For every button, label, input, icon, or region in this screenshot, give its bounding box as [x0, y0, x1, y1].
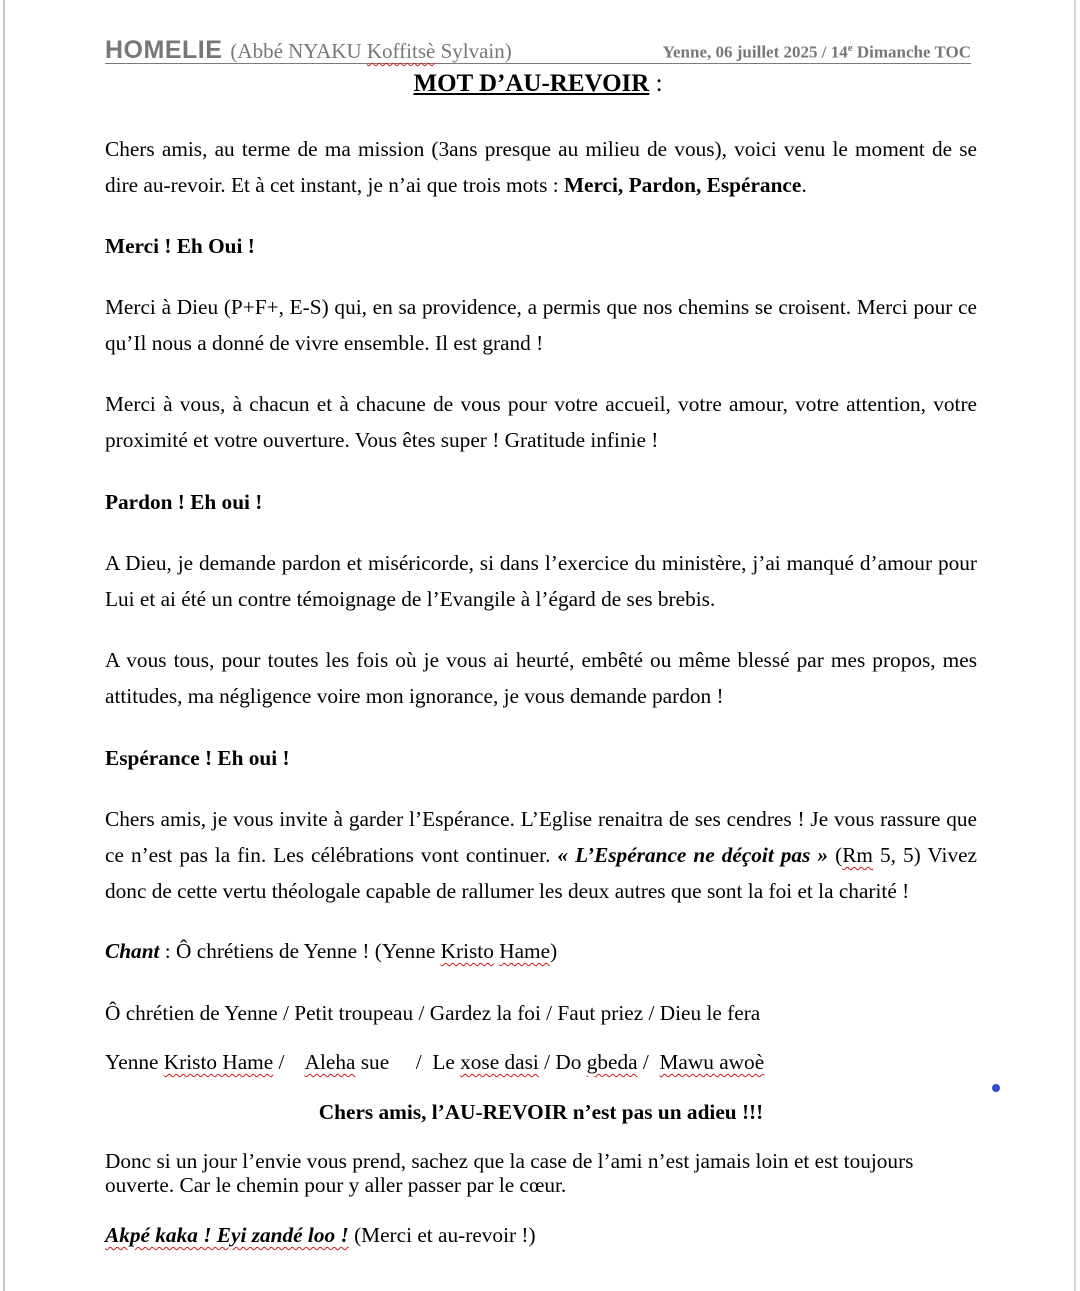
merci-paragraph-1: Merci à Dieu (P+F+, E-S) qui, en sa providence, a permis que nos chemins se croisent. Merci pour ce qu’Il nous a donné de vivre ensemble. Il est grand !: [105, 295, 977, 355]
intro-bold: Merci, Pardon, Espérance: [563, 173, 802, 197]
intro-text: Chers amis, au terme de ma mission (3ans presque au milieu de vous), voici venu le moment de se dire au-revoir. Et à cet instant, je n’ai que trois mots :: [105, 137, 977, 197]
title-suffix: :: [649, 70, 663, 97]
lyric-f: xose dasi: [460, 1050, 539, 1074]
title-text: MOT D’AU-REVOIR: [413, 70, 650, 97]
author-surname: Koffitsè: [366, 39, 436, 63]
date-text: Yenne, 06 juillet 2025 / 14: [662, 42, 848, 62]
chant-lyrics-2: [105, 1044, 977, 1080]
chant-text: : Ô chrétiens de Yenne ! (Yenne: [159, 939, 441, 963]
chant-close: ): [550, 939, 558, 963]
date-suffix: Dimanche TOC: [852, 42, 971, 62]
esperance-text: Chers amis, je vous invite à garder l’Espérance. L’Eglise renaitra de ses cendres ! Je vous rassure que ce n’est pas la fin. Les célébrations vont continuer.: [105, 807, 977, 867]
closing-centered: Chers amis, l’AU-REVOIR n’est pas un adieu !!!: [318, 1100, 764, 1124]
header-author: [230, 39, 511, 63]
lyric-i: /: [637, 1050, 660, 1074]
lyric-g: / Do: [538, 1050, 587, 1074]
header-homelie: HOMELIE: [105, 36, 223, 64]
document-page: [105, 0, 977, 1291]
lyric-e: sue / Le: [355, 1050, 461, 1074]
page-header: [105, 36, 971, 64]
intro-paragraph: [105, 131, 977, 203]
chant-local-1: Kristo: [440, 939, 494, 963]
page-edge-left: [3, 0, 5, 1291]
pardon-paragraph-1: A Dieu, je demande pardon et miséricorde, si dans l’exercice du ministère, j’ai manqué d’amour pour Lui et ai été un contre témoignage de l’Evangile à l’égard de ses brebis.: [105, 551, 977, 611]
lyric-j: Mawu awoè: [659, 1050, 765, 1074]
ref-book: Rm: [842, 843, 873, 867]
lyric-a: Yenne: [105, 1050, 164, 1074]
lyric-h: gbeda: [586, 1050, 638, 1074]
chant-lyrics-1: Ô chrétien de Yenne / Petit troupeau / Gardez la foi / Faut priez / Dieu le fera: [105, 1001, 761, 1025]
chant-local-2: Hame: [499, 939, 551, 963]
lyric-b: Kristo Hame: [163, 1050, 274, 1074]
final-line: [105, 1217, 977, 1253]
date-sup: e: [847, 42, 853, 54]
author-prefix: (Abbé NYAKU: [230, 39, 367, 63]
page-edge-right: [1074, 0, 1076, 1291]
esperance-paragraph: [105, 801, 977, 909]
lyric-d: Aleha: [304, 1050, 356, 1074]
closing-paragraph: Donc si un jour l’envie vous prend, sachez que la case de l’ami n’est jamais loin et est toujours ouverte. Car le chemin pour y aller passer par le cœur.: [105, 1149, 914, 1197]
merci-paragraph-2: Merci à vous, à chacun et à chacune de vous pour votre accueil, votre amour, votre attention, votre proximité et votre ouverture. Vous êtes super ! Gratitude infinie !: [105, 392, 977, 452]
ref-rest: 5, 5) Vivez donc de cette vertu théologale capable de rallumer les deux autres que sont la foi et la charité !: [105, 843, 977, 903]
page-title: [105, 70, 971, 98]
merci-heading: Merci ! Eh Oui !: [105, 234, 255, 258]
header-date: [663, 42, 971, 63]
pardon-paragraph-2: A vous tous, pour toutes les fois où je vous ai heurté, embêté ou même blessé par mes propos, mes attitudes, ma négligence voire mon ignorance, je vous demande pardon !: [105, 648, 977, 708]
author-suffix: Sylvain): [435, 39, 512, 63]
final-rest: (Merci et au-revoir !): [348, 1223, 536, 1247]
esperance-quote: « L’Espérance ne déçoit pas »: [557, 843, 829, 867]
header-left: [105, 36, 512, 65]
pardon-heading: Pardon ! Eh oui !: [105, 490, 263, 514]
ref-open: (: [828, 843, 843, 867]
final-local: Akpé kaka ! Eyi zandé loo !: [105, 1223, 349, 1247]
cursor-dot: [992, 1084, 1000, 1092]
lyric-c: /: [273, 1050, 305, 1074]
chant-label: Chant: [105, 939, 160, 963]
intro-end: .: [801, 173, 807, 197]
chant-line: [105, 933, 977, 969]
esperance-heading: Espérance ! Eh oui !: [105, 746, 290, 770]
